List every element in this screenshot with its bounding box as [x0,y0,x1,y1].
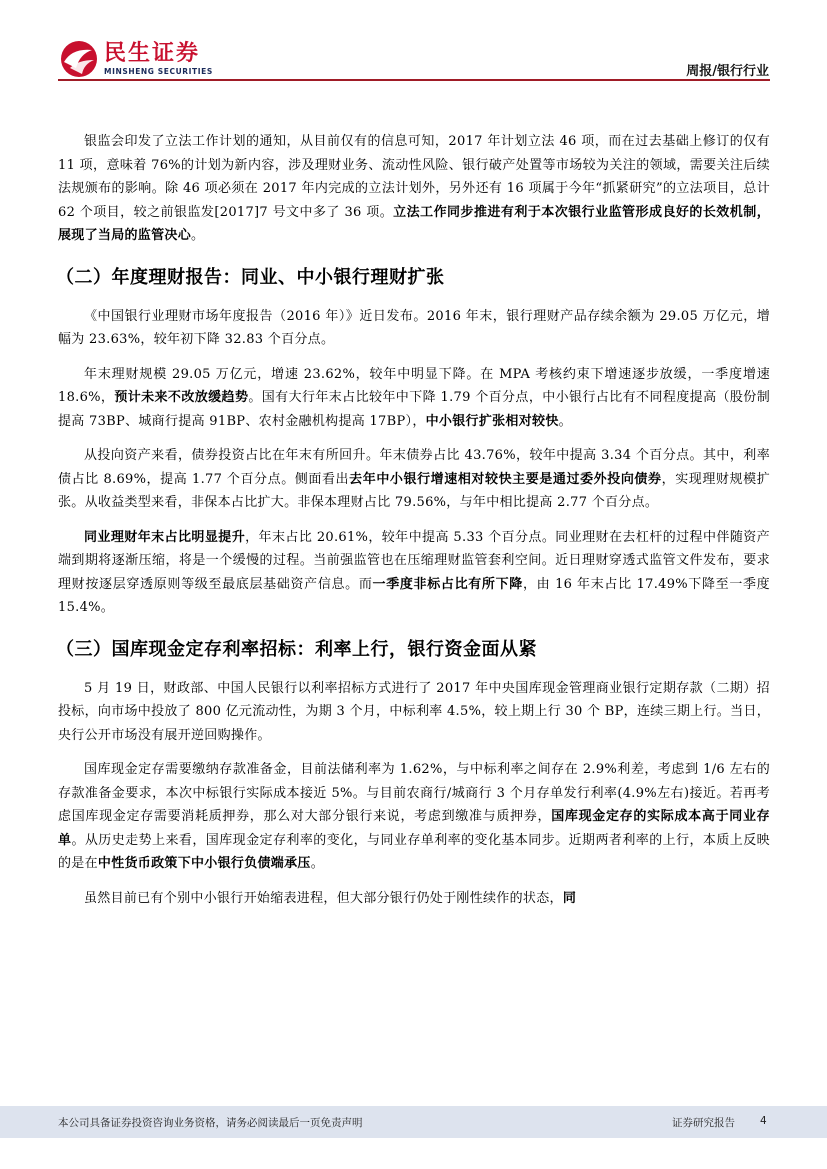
text-run: 银监会印发了立法工作计划的通知，从目前仅有的信息可知，2017 年计划立法 46 项，而在过去基础上修订的仅有 11 项，意味着 76%的计划为新内容，涉及理财业务、流动性风险、银行破产处置等市场较为关注的领域，需要关注后续法规颁布的影响。除 46 项必须在 2017 年内完成的立法计划外，另外还有 16 项属于今年“抓紧研究”的立法项目，总计 62 个项目，较之前银监发[2017]7 号文中多了 36 项。 [58,134,770,220]
text-run: 。从历史走势上来看，国库现金定存利率的变化，与同业存单利率的变化基本同步。近期两者利率的上行，本质上反映的是在 [58,832,770,871]
page-footer [0,1106,827,1138]
report-category: 周报/银行行业 [686,64,769,79]
text-run: ，年末占比 20.61%，较年中提高 5.33 个百分点。同业理财在去杠杆的过程中伴随资产端到期将逐渐压缩，将是一个缓慢的过程。当前强监管也在压缩理财监管套利空间。近日理财穿透式监管文件发布，要求理财按逐层穿透原则等级至最底层基础资产信息。而 [58,529,770,592]
section-heading-treasury-deposit: （三）国库现金定存利率招标：利率上行，银行资金面从紧 [56,638,537,660]
bold-run: 同业理财年末占比明显提升 [84,529,246,545]
section-heading-wealth-report: （二）年度理财报告：同业、中小银行理财扩张 [56,266,445,288]
text-run: 年末理财规模 29.05 万亿元，增速 23.62%，较年中明显下降。在 MPA 考核约束下增速逐步放缓，一季度增速 18.6%， [58,366,770,405]
text-run: 。 [191,228,205,243]
page-number: 4 [760,1115,767,1127]
bold-run: 国库现金定存的实际成本高于同业存单 [58,809,770,848]
footer-disclaimer: 本公司具备证券投资咨询业务资格，请务必阅读最后一页免责声明 [58,1117,363,1129]
paragraph-tender: 5 月 19 日，财政部、中国人民银行以利率招标方式进行了 2017 年中央国库现金管理商业银行定期存款（二期）招投标，向市场中投放了 800 亿元流动性，为期 3 个月，中标利率 4.5%，较上期上行 30 个 BP，连续三期上行。当日，央行公开市场没有展开逆回购操作。 [58,680,770,743]
text-run: 。 [558,413,572,429]
text-run: 虽然目前已有个别中小银行开始缩表进程，但大部分银行仍处于刚性续作的状态， [84,890,563,906]
bold-run: 中小银行扩张相对较快 [425,413,559,429]
header-divider [58,79,770,81]
bold-run: 同 [562,890,577,906]
paragraph-interbank [58,526,770,620]
text-run: ，由 16 年末占比 17.49%下降至一季度 15.4%。 [58,576,770,615]
report-body [58,130,770,910]
brand-name-en: MINSHENG SECURITIES [104,67,213,76]
text-run: 从投向资产来看，债券投资占比在年末有所回升。年末债券占比 43.76%，较年中提高 3.34 个百分点。其中，利率债占比 8.69%，提高 1.77 个百分点。侧面看出 [58,448,770,487]
page-header [0,0,827,82]
paragraph-cost [58,758,770,876]
text-run: 。国有大行年末占比较年中下降 1.79 个百分点，中小银行占比有不同程度提高（股份制提高 73BP、城商行提高 91BP、农村金融机构提高 17BP）， [58,390,770,429]
bold-run: 去年中小银行增速相对较快主要是通过委外投向债券 [349,471,662,487]
footer-report-type: 证券研究报告 [672,1117,735,1129]
bold-run: 一季度非标占比有所下降 [372,576,523,592]
bold-run: 预计未来不改放缓趋势 [114,390,249,405]
minsheng-logo-icon [58,38,100,78]
text-run: 国库现金定存需要缴纳存款准备金，目前法储利率为 1.62%，与中标利率之间存在 2.9%利差，考虑到 1/6 左右的存款准备金要求，本次中标银行实际成本接近 5%。与目前农商行/城商行 3 个月存单发行利率(4.9%左右)接近。若再考虑国库现金定存需要消耗质押券，那么对大部分银行来说，考虑到缴准与质押券， [58,762,770,824]
bold-run: 立法工作同步推进有利于本次银行业监管形成良好的长效机制，展现了当局的监管决心 [58,204,771,243]
paragraph-legislation [58,130,770,248]
bold-run: 中性货币政策下中小银行负债端承压 [97,856,311,871]
paragraph-report-release: 《中国银行业理财市场年度报告（2016 年）》近日发布。2016 年末，银行理财产品存续余额为 29.05 万亿元，增幅为 23.63%，较年初下降 32.83 个百分点。 [58,308,770,347]
paragraph-balance-sheet [58,887,770,911]
text-run: ，实现理财规模扩张。从收益类型来看，非保本占比扩大。非保本理财占比 79.56%，与年中相比提高 2.77 个百分点。 [58,471,771,510]
text-run: 。 [310,856,325,871]
brand-name-cn: 民生证券 [104,41,201,66]
paragraph-scale [58,363,770,434]
paragraph-asset-allocation [58,444,770,515]
